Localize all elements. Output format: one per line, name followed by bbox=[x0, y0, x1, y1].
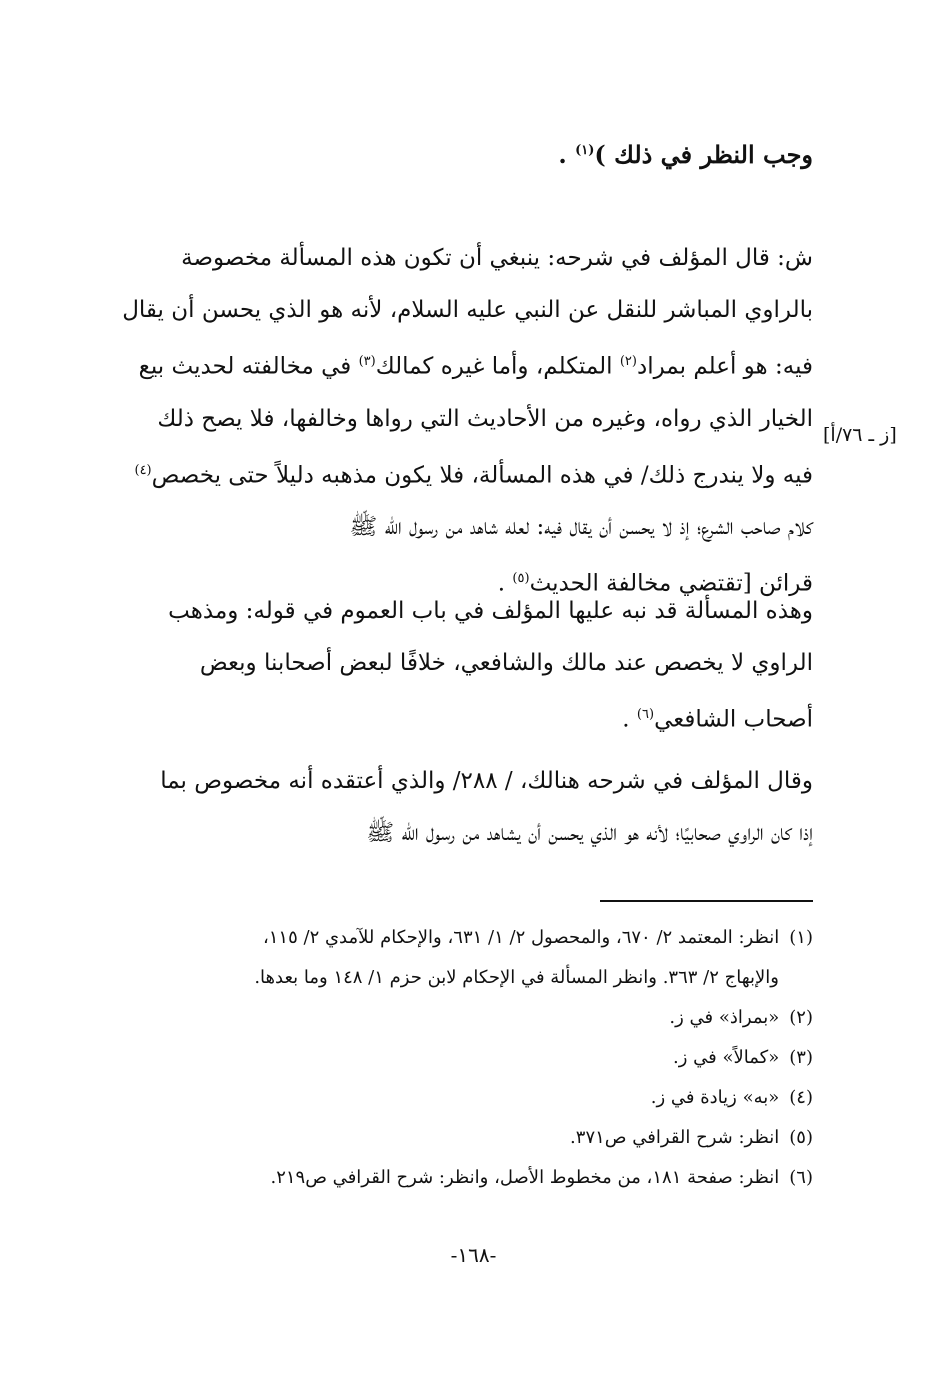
text-line bbox=[108, 336, 813, 393]
footnote-number: (١) bbox=[789, 927, 813, 948]
footnote-text: «به» زيادة في ز. bbox=[650, 1087, 780, 1108]
footnote-text: انظر: شرح القرافي ص٣٧١. bbox=[570, 1127, 780, 1148]
footnote-text: انظر: صفحة ١٨١، من مخطوط الأصل، وانظر: شرح القرافي ص٢١٩. bbox=[270, 1167, 780, 1188]
footnote-text: والإبهاج ٢/ ٣٦٣. وانظر المسألة في الإحكام لابن حزم ١/ ١٤٨ وما بعدها. bbox=[254, 967, 779, 988]
text-segment: فيه: هو أعلم بمراد bbox=[636, 353, 813, 380]
footnote-ref: (٣) bbox=[358, 354, 376, 369]
footnote-continuation bbox=[108, 958, 813, 998]
footnote-number: (٤) bbox=[789, 1087, 813, 1108]
footnote-ref: (٥) bbox=[512, 571, 530, 587]
footnote bbox=[108, 1038, 813, 1078]
footnote-number: (٥) bbox=[789, 1127, 813, 1148]
footnote-number: (٦) bbox=[789, 1167, 813, 1188]
footnote bbox=[108, 1118, 813, 1158]
footnote-text: «كمالاً» في ز. bbox=[673, 1047, 780, 1068]
text-line: ش: قال المؤلف في شرحه: ينبغي أن تكون هذه المسألة مخصوصة bbox=[181, 245, 813, 271]
text-line: كلام صاحب الشرع؛ إذ لا يحسن أن يقال فيه: لعله شاهد من رسول الله ﷺ bbox=[349, 514, 813, 541]
footnote-ref: (١) bbox=[575, 143, 595, 158]
text-line: بالراوي المباشر للنقل عن النبي عليه السلام، لأنه هو الذي يحسن أن يقال bbox=[122, 297, 813, 323]
text-line bbox=[108, 445, 813, 502]
text-line: وقال المؤلف في شرحه هنالك، / ٢٨٨/ والذي أعتقده أنه مخصوص بما bbox=[160, 768, 813, 794]
text-segment: المتكلم، وأما غيره كمالك bbox=[375, 353, 620, 380]
page-number: -١٦٨- bbox=[450, 1243, 497, 1267]
footnote-number: (٢) bbox=[789, 1007, 813, 1028]
heading-text: وجب النظر في ذلك ) bbox=[594, 140, 813, 169]
footnote-text: «بمراذ» في ز. bbox=[669, 1007, 780, 1028]
text-segment: . bbox=[622, 706, 637, 733]
paragraph-continuation bbox=[108, 755, 813, 859]
footnotes bbox=[108, 918, 813, 1198]
footnote-number: (٣) bbox=[789, 1047, 813, 1068]
text-line: الراوي لا يخصص عند مالك والشافعي، خلافًا لبعض أصحابنا وبعض bbox=[199, 650, 813, 676]
section-heading bbox=[108, 140, 813, 169]
text-line bbox=[108, 689, 813, 746]
text-line: الخيار الذي رواه، وغيره من الأحاديث التي رواها وخالفها، فلا يصح ذلك bbox=[157, 405, 813, 432]
text-segment: فيه ولا يندرج ذلك/ في هذه المسألة، فلا يكون مذهبه دليلاً حتى يخصص bbox=[151, 462, 813, 489]
footnote-ref: (٢) bbox=[619, 354, 637, 369]
footnote-ref: (٤) bbox=[134, 462, 152, 478]
footnote bbox=[108, 918, 813, 958]
footnote-separator bbox=[600, 900, 813, 902]
margin-manuscript-note: [ز ـ ٧٦/أ] bbox=[823, 424, 897, 446]
text-segment: قرائن [تقتضي مخالفة الحديث bbox=[529, 570, 813, 597]
footnote bbox=[108, 998, 813, 1038]
footnote bbox=[108, 1078, 813, 1118]
paragraph-commentary bbox=[108, 232, 813, 610]
heading-end: . bbox=[558, 140, 576, 169]
text-segment: . bbox=[497, 570, 513, 597]
footnote bbox=[108, 1158, 813, 1198]
text-segment: في مخالفته لحديث بيع bbox=[138, 353, 359, 380]
text-segment: أصحاب الشافعي bbox=[654, 706, 813, 733]
footnote-text: انظر: المعتمد ٢/ ٦٧٠، والمحصول ٢/ ١/ ٦٣١، والإحكام للآمدي ٢/ ١١٥، bbox=[262, 927, 780, 948]
footnote-ref: (٦) bbox=[636, 707, 655, 722]
text-line: إذا كان الراوي صحابيًا؛ لأنه هو الذي يحسن أن يشاهد من رسول الله ﷺ bbox=[366, 820, 813, 846]
text-line: وهذه المسألة قد نبه عليها المؤلف في باب العموم في قوله: ومذهب bbox=[168, 598, 813, 624]
paragraph-explanation bbox=[108, 585, 813, 746]
